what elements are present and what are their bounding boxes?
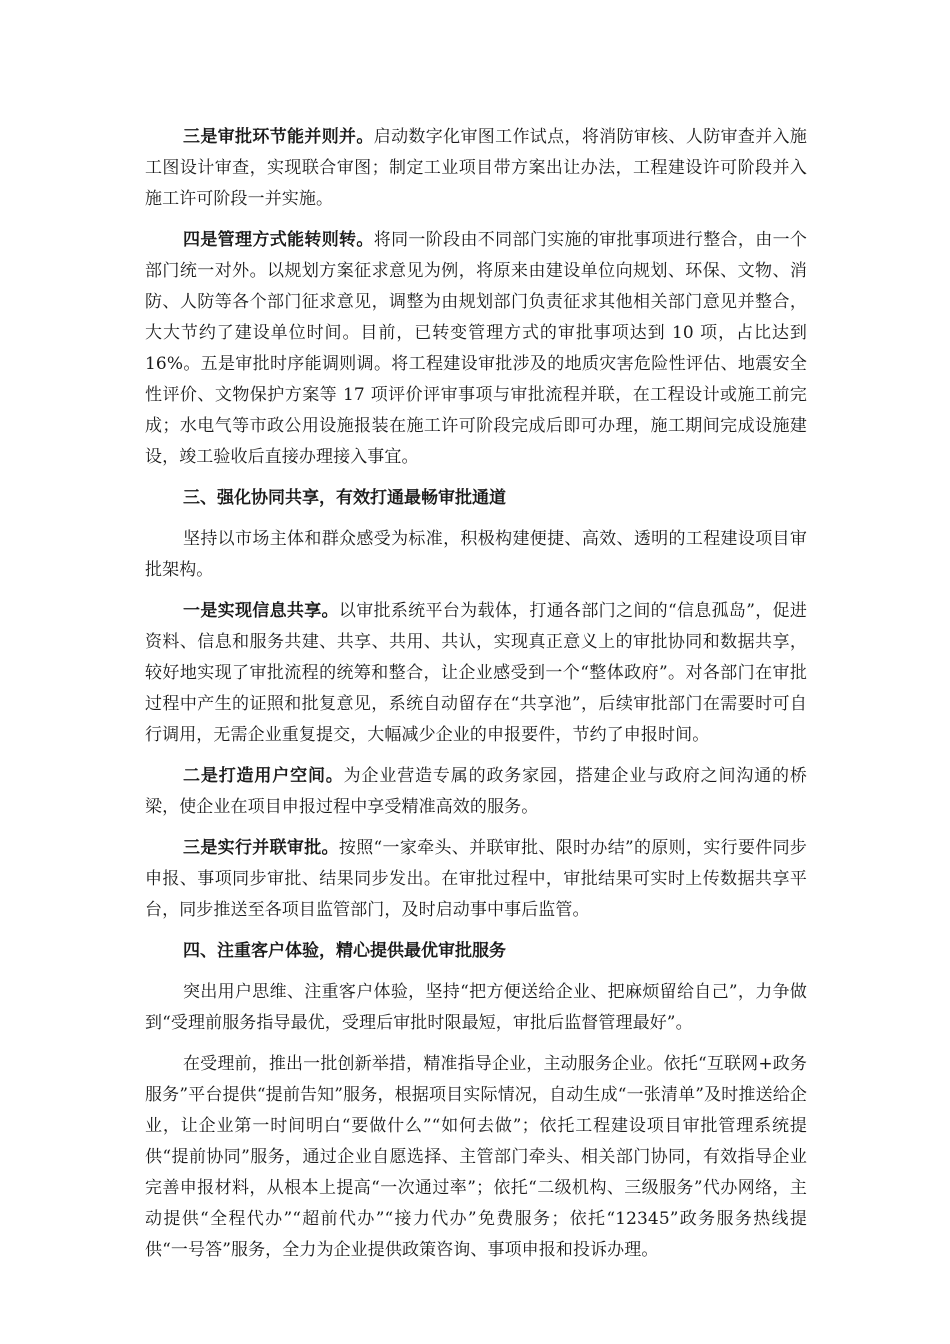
- paragraph-lead: 一是实现信息共享。: [183, 601, 339, 621]
- heading-text: 三、强化协同共享，有效打通最畅审批通道: [183, 488, 506, 508]
- paragraph-lead: 三是实行并联审批。: [183, 838, 339, 858]
- heading-text: 四、注重客户体验，精心提供最优审批服务: [183, 941, 506, 961]
- paragraph-text: 突出用户思维、注重客户体验，坚持“把方便送给企业、把麻烦留给自己”，力争做到“受理前服务指导最优，受理后审批时限最短，审批后监督管理最好”。: [145, 982, 807, 1033]
- paragraph-pre-acceptance: [145, 1049, 807, 1266]
- paragraph-lead: 三是审批环节能并则并。: [183, 127, 374, 147]
- paragraph-intro-4: [145, 977, 807, 1039]
- paragraph-management-mode: [145, 225, 807, 473]
- paragraph-text: 将同一阶段由不同部门实施的审批事项进行整合，由一个部门统一对外。以规划方案征求意见为例，将原来由建设单位向规划、环保、文物、消防、人防等各个部门征求意见，调整为由规划部门负责征求其他相关部门意见并整合，大大节约了建设单位时间。目前，已转变管理方式的审批事项达到 10 项，占比达到 16%。五是审批时序能调则调。将工程建设审批涉及的地质灾害危险性评估、地震安全性评价、文物保护方案等 17 项评价评审事项与审批流程并联，在工程设计或施工前完成；水电气等市政公用设施报装在施工许可阶段完成后即可办理，施工期间完成设施建设，竣工验收后直接办理接入事宜。: [145, 230, 808, 467]
- paragraph-parallel-approval: [145, 833, 807, 926]
- paragraph-text: 在受理前，推出一批创新举措，精准指导企业，主动服务企业。依托“互联网+政务服务”平台提供“提前告知”服务，根据项目实际情况，自动生成“一张清单”及时推送给企业，让企业第一时间明白“要做什么”“如何去做”；依托工程建设项目审批管理系统提供“提前协同”服务，通过企业自愿选择、主管部门牵头、相关部门协同，有效指导企业完善申报材料，从根本上提高“一次通过率”；依托“二级机构、三级服务”代办网络，主动提供“全程代办”“超前代办”“接力代办”免费服务；依托“12345”政务服务热线提供“一号答”服务，全力为企业提供政策咨询、事项申报和投诉办理。: [145, 1054, 807, 1260]
- paragraph-text: 启动数字化审图工作试点，将消防审核、人防审查并入施工图设计审查，实现联合审图；制定工业项目带方案出让办法，工程建设许可阶段并入施工许可阶段一并实施。: [145, 127, 808, 209]
- paragraph-intro-3: [145, 524, 807, 586]
- paragraph-approval-steps: [145, 122, 807, 215]
- paragraph-text: 为企业营造专属的政务家园，搭建企业与政府之间沟通的桥梁，使企业在项目申报过程中享受精准高效的服务。: [145, 766, 807, 817]
- paragraph-text: 以审批系统平台为载体，打通各部门之间的“信息孤岛”，促进资料、信息和服务共建、共享、共用、共认，实现真正意义上的审批协同和数据共享，较好地实现了审批流程的统筹和整合，让企业感受到一个“整体政府”。对各部门在审批过程中产生的证照和批复意见，系统自动留存在“共享池”，后续审批部门在需要时可自行调用，无需企业重复提交，大幅减少企业的申报要件，节约了申报时间。: [145, 601, 808, 745]
- paragraph-lead: 二是打造用户空间。: [183, 766, 344, 786]
- document-body: [145, 122, 807, 1276]
- paragraph-text: 坚持以市场主体和群众感受为标准，积极构建便捷、高效、透明的工程建设项目审批架构。: [145, 529, 807, 580]
- paragraph-lead: 四是管理方式能转则转。: [183, 230, 374, 250]
- paragraph-info-sharing: [145, 596, 807, 751]
- section-heading-3: [145, 483, 807, 514]
- paragraph-text: 按照“一家牵头、并联审批、限时办结”的原则，实行要件同步申报、事项同步审批、结果同步发出。在审批过程中，审批结果可实时上传数据共享平台，同步推送至各项目监管部门，及时启动事中事后监管。: [145, 838, 808, 920]
- section-heading-4: [145, 936, 807, 967]
- paragraph-user-space: [145, 761, 807, 823]
